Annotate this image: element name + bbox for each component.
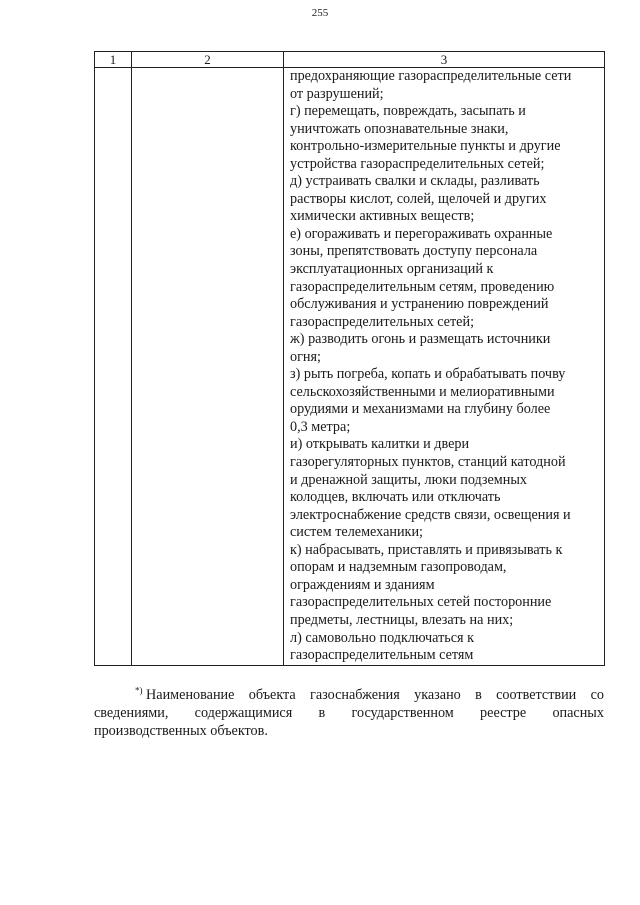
footnote-word: соответствии — [496, 687, 577, 703]
footnote-marker: *) — [135, 685, 143, 696]
footnote-word: объекта — [248, 687, 296, 703]
table-cell-column-3 — [284, 68, 605, 666]
text-line: сельскохозяйственными и мелиоративными — [290, 383, 555, 400]
page-number: 255 — [311, 7, 329, 19]
column-header-3: 3 — [284, 52, 605, 68]
text-line: е) огораживать и перегораживать охранные — [290, 225, 553, 242]
text-line: з) рыть погреба, копать и обрабатывать почву — [290, 366, 566, 383]
restrictions-text — [284, 68, 604, 665]
footnote-word: со — [590, 687, 604, 703]
text-line: предохраняющие газораспределительные сети — [290, 68, 572, 84]
footnote-word: в — [318, 705, 326, 721]
footnote-word: содержащимися — [194, 705, 293, 721]
text-line: обслуживания и устранению повреждений — [290, 296, 549, 313]
column-header-1: 1 — [95, 52, 132, 68]
text-line: зоны, препятствовать доступу персонала — [290, 243, 538, 260]
footnote-line-2 — [94, 704, 604, 722]
text-line: газораспределительным сетям — [290, 647, 474, 664]
footnote-word: газоснабжения — [310, 687, 400, 703]
text-line: газорегуляторных пунктов, станций катодной — [290, 454, 566, 471]
footnote — [94, 686, 604, 740]
text-line: д) устраивать свалки и склады, разливать — [290, 173, 540, 190]
text-line: систем телемеханики; — [290, 524, 423, 541]
text-line: к) набрасывать, приставлять и привязывать к — [290, 541, 563, 558]
text-line: эксплуатационных организаций к — [290, 261, 494, 278]
text-line: газораспределительных сетей посторонние — [290, 594, 552, 611]
text-line: растворы кислот, солей, щелочей и других — [290, 190, 547, 207]
text-line: колодцев, включать или отключать — [290, 489, 501, 506]
requirements-table — [94, 51, 605, 666]
footnote-word: Наименование — [146, 687, 235, 703]
table-cell-column-2 — [132, 68, 284, 666]
text-line: от разрушений; — [290, 85, 384, 102]
text-line: 0,3 метра; — [290, 418, 351, 435]
text-line: ограждениям и зданиям — [290, 576, 435, 593]
text-line: предметы, лестницы, влезать на них; — [290, 611, 514, 628]
text-line: газораспределительных сетей; — [290, 313, 475, 330]
text-line: уничтожать опознавательные знаки, — [290, 120, 509, 137]
text-line: и) открывать калитки и двери — [290, 436, 470, 453]
text-line: огня; — [290, 348, 321, 365]
table-cell-column-1 — [95, 68, 132, 666]
footnote-word: реестре — [480, 705, 527, 721]
text-line: химически активных веществ; — [290, 208, 475, 225]
text-line: устройства газораспределительных сетей; — [290, 155, 545, 172]
text-line: контрольно-измерительные пункты и другие — [290, 138, 561, 155]
text-line: электроснабжение средств связи, освещения и — [290, 506, 571, 523]
column-header-2: 2 — [132, 52, 284, 68]
text-line: орудиями и механизмами на глубину более — [290, 401, 551, 418]
text-line: опорам и надземным газопроводам, — [290, 559, 507, 576]
text-line: л) самовольно подключаться к — [290, 629, 475, 646]
footnote-word: сведениями, — [94, 705, 169, 721]
footnote-line-3: производственных объектов. — [94, 723, 268, 739]
footnote-line-1 — [94, 686, 604, 704]
footnote-word: опасных — [552, 705, 604, 721]
footnote-word: в — [475, 687, 482, 703]
footnote-word: указано — [414, 687, 461, 703]
text-line: ж) разводить огонь и размещать источники — [290, 331, 551, 348]
footnote-word: государственном — [351, 705, 454, 721]
footnote-first-word — [135, 686, 234, 704]
text-line: г) перемещать, повреждать, засыпать и — [290, 103, 526, 120]
text-line: газораспределительным сетям, проведению — [290, 278, 555, 295]
table-header-row — [95, 52, 605, 68]
text-line: и дренажной защиты, люки подземных — [290, 471, 527, 488]
table-row — [95, 68, 605, 666]
